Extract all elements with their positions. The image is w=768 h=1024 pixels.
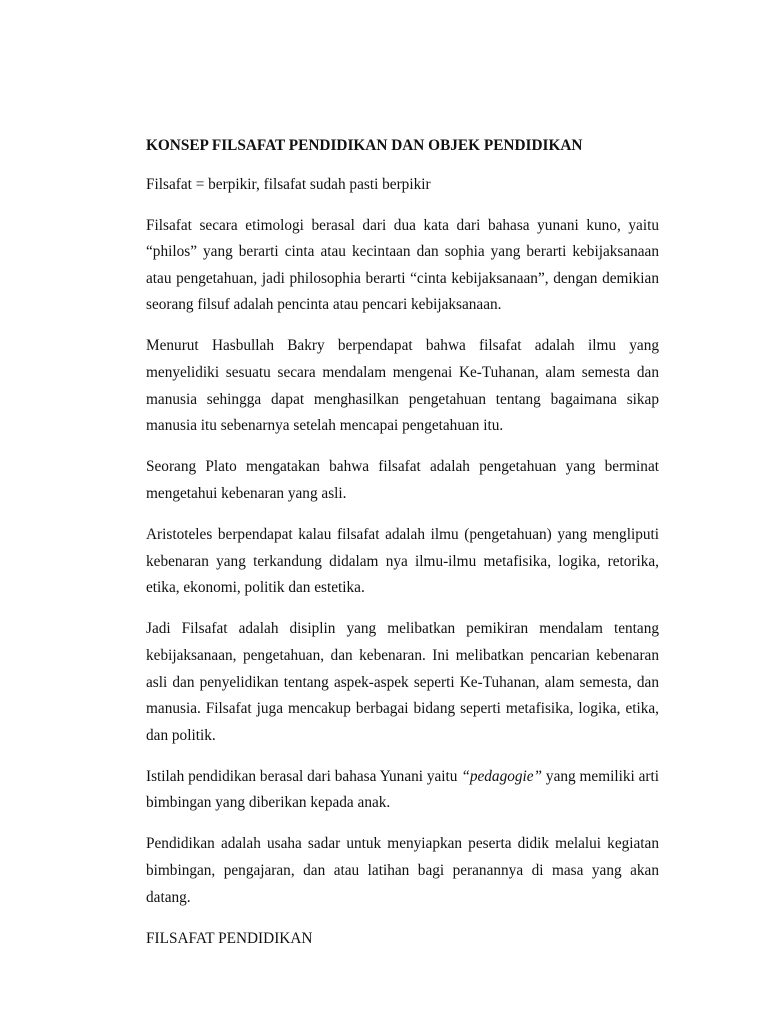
paragraph-hasbullah: Menurut Hasbullah Bakry berpendapat bahwa filsafat adalah ilmu yang menyelidiki sesuatu secara mendalam mengenai Ke-Tuhanan, alam semesta dan manusia sehingga dapat menghasilkan pengetahuan tentang bagaimana sikap manusia itu sebenarnya setelah mencapai pengetahuan itu.: [146, 337, 659, 435]
paragraph-kesimpulan: Jadi Filsafat adalah disiplin yang melibatkan pemikiran mendalam tentang kebijaksanaan, pengetahuan, dan kebenaran. Ini melibatkan pencarian kebenaran asli dan penyelidikan tentang aspek-aspek seperti Ke-Tuhanan, alam semesta, dan manusia. Filsafat juga mencakup berbagai bidang seperti metafisika, logika, etika, dan politik.: [146, 620, 659, 744]
paragraph-aristoteles: Aristoteles berpendapat kalau filsafat adalah ilmu (pengetahuan) yang mengliputi kebenaran yang terkandung didalam nya ilmu-ilmu metafisika, logika, retorika, etika, ekonomi, politik dan estetika.: [146, 526, 659, 597]
istilah-text-after: yang memiliki arti bimbingan yang diberikan kepada anak.: [146, 767, 660, 812]
paragraph-istilah: [146, 764, 659, 817]
paragraph-pendidikan: Pendidikan adalah usaha sadar untuk menyiapkan peserta didik melalui kegiatan bimbingan, pengajaran, dan atau latihan bagi peranannya di masa yang akan datang.: [146, 835, 659, 906]
pedagogie-term: “pedagogie”: [461, 767, 543, 785]
section-heading-filsafat-pendidikan: FILSAFAT PENDIDIKAN: [146, 929, 313, 947]
document-body: [146, 132, 659, 952]
paragraph-plato: Seorang Plato mengatakan bahwa filsafat adalah pengetahuan yang berminat mengetahui kebenaran yang asli.: [146, 458, 659, 502]
istilah-text-before: Istilah pendidikan berasal dari bahasa Yunani yaitu: [146, 767, 462, 785]
document-title: KONSEP FILSAFAT PENDIDIKAN DAN OBJEK PENDIDIKAN: [146, 137, 583, 154]
definition-line: Filsafat = berpikir, filsafat sudah pasti berpikir: [146, 176, 431, 193]
paragraph-etimologi: Filsafat secara etimologi berasal dari dua kata dari bahasa yunani kuno, yaitu “philos” yang berarti cinta atau kecintaan dan sophia yang berarti kebijaksanaan atau pengetahuan, jadi philosophia berarti “cinta kebijaksanaan”, dengan demikian seorang filsuf adalah pencinta atau pencari kebijaksanaan.: [146, 216, 659, 314]
